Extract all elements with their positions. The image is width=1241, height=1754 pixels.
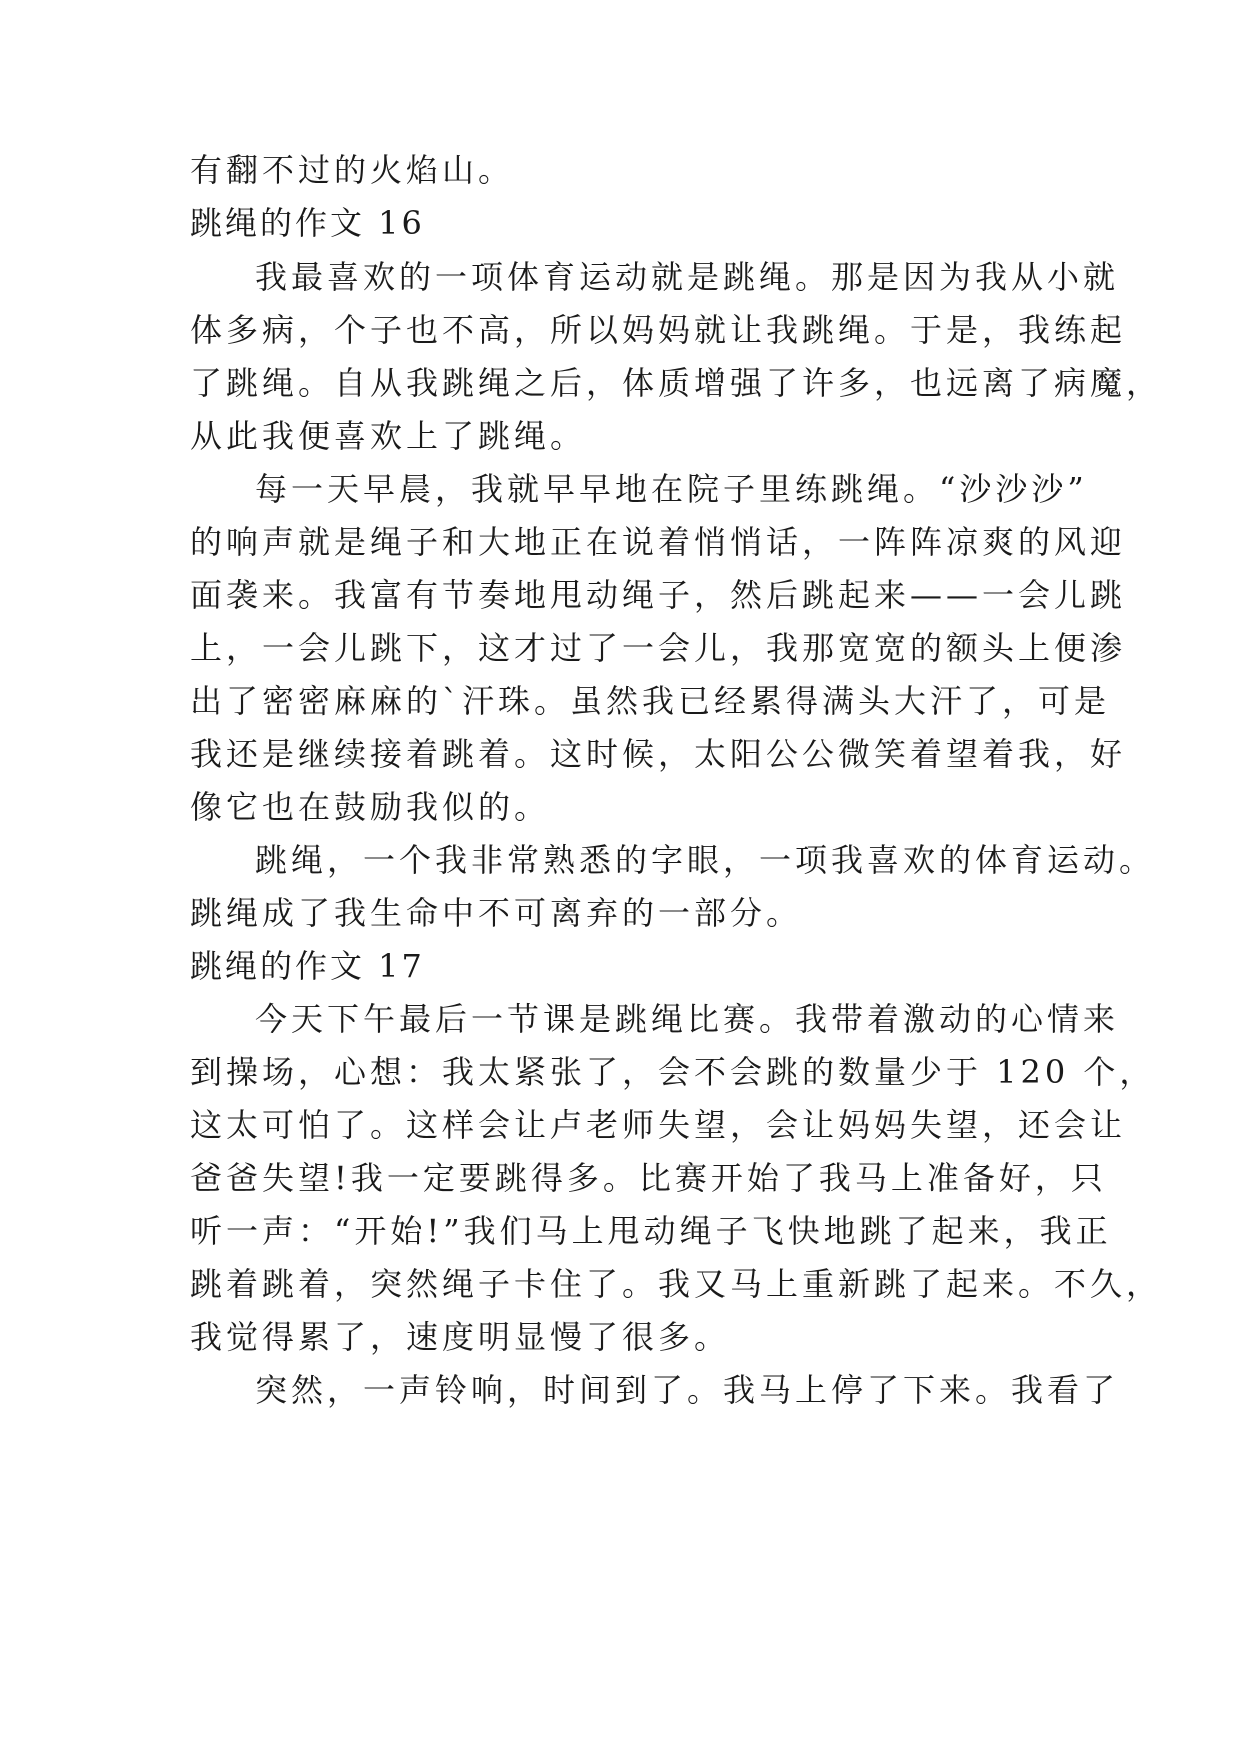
text-line: 跳绳成了我生命中不可离弃的一部分。 [190, 894, 803, 932]
text-line: 我最喜欢的一项体育运动就是跳绳。那是因为我从小就 [255, 258, 1120, 296]
section-heading: 跳绳的作文 17 [190, 947, 425, 985]
text-line: 我觉得累了，速度明显慢了很多。 [190, 1318, 731, 1356]
text-line: 上，一会儿跳下，这才过了一会儿，我那宽宽的额头上便渗 [190, 629, 1127, 667]
text-line: 这太可怕了。这样会让卢老师失望，会让妈妈失望，还会让 [190, 1106, 1127, 1144]
text-line: 突然，一声铃响，时间到了。我马上停了下来。我看了 [255, 1371, 1120, 1409]
text-line: 跳着跳着，突然绳子卡住了。我又马上重新跳了起来。不久， [190, 1265, 1163, 1303]
text-line: 体多病，个子也不高，所以妈妈就让我跳绳。于是，我练起 [190, 311, 1127, 349]
text-line: 每一天早晨，我就早早地在院子里练跳绳。“沙沙沙” [255, 470, 1088, 508]
text-line: 了跳绳。自从我跳绳之后，体质增强了许多，也远离了病魔， [190, 364, 1163, 402]
text-line: 有翻不过的火焰山。 [190, 151, 515, 189]
text-line: 从此我便喜欢上了跳绳。 [190, 417, 587, 455]
text-line: 出了密密麻麻的`汗珠。虽然我已经累得满头大汗了，可是 [190, 682, 1111, 720]
text-line: 面袭来。我富有节奏地甩动绳子，然后跳起来——一会儿跳 [190, 576, 1127, 614]
text-line: 我还是继续接着跳着。这时候，太阳公公微笑着望着我，好 [190, 735, 1127, 773]
text-line: 爸爸失望!我一定要跳得多。比赛开始了我马上准备好，只 [190, 1159, 1107, 1197]
text-line: 像它也在鼓励我似的。 [190, 788, 551, 826]
section-heading: 跳绳的作文 16 [190, 204, 425, 242]
text-line: 跳绳，一个我非常熟悉的字眼，一项我喜欢的体育运动。 [255, 841, 1156, 879]
text-line: 听一声：“开始!”我们马上甩动绳子飞快地跳了起来，我正 [190, 1212, 1112, 1250]
text-line: 的响声就是绳子和大地正在说着悄悄话，一阵阵凉爽的风迎 [190, 523, 1127, 561]
text-line: 到操场，心想：我太紧张了，会不会跳的数量少于 120 个， [190, 1053, 1156, 1091]
text-line: 今天下午最后一节课是跳绳比赛。我带着激动的心情来 [255, 1000, 1120, 1038]
